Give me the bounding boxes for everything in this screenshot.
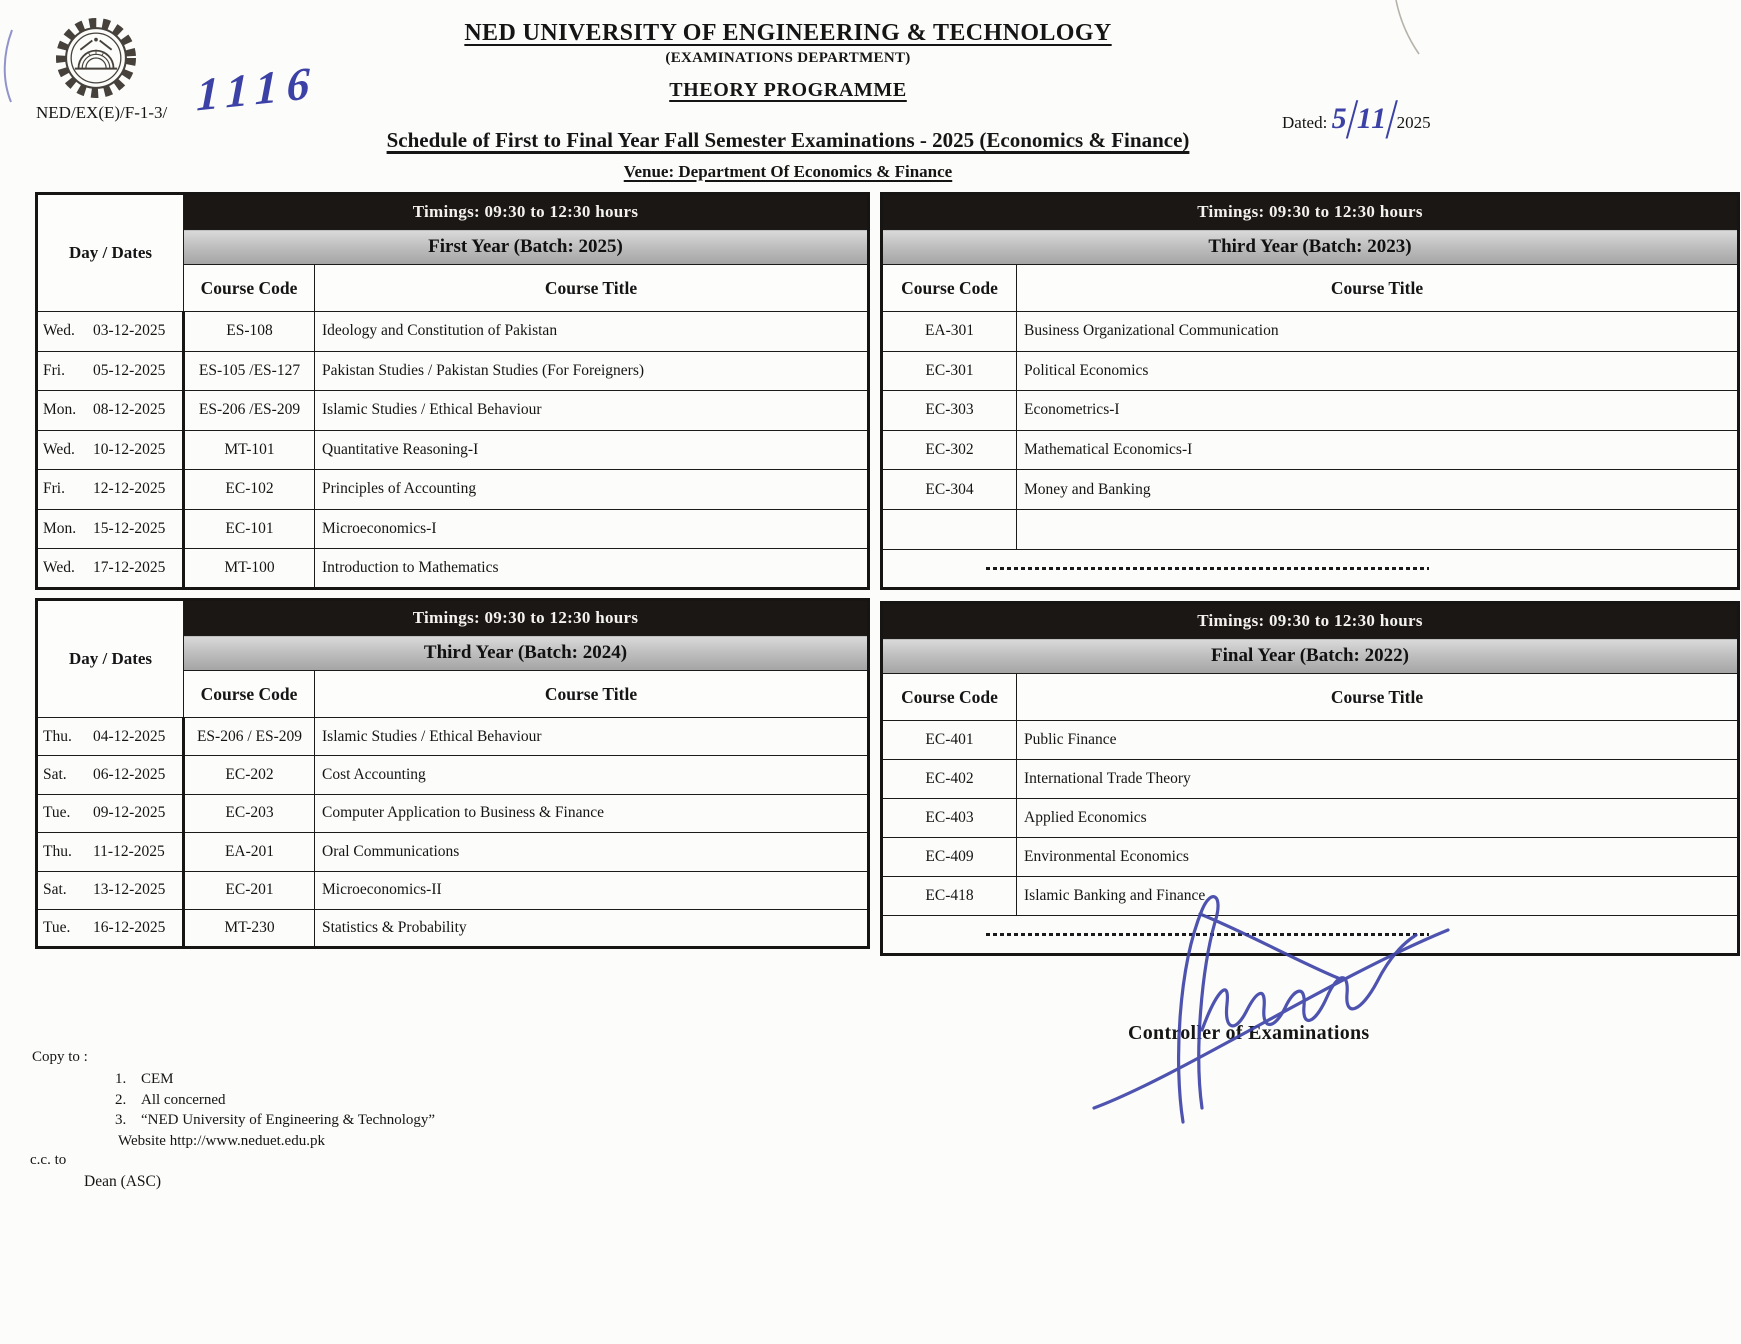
exam-day: Mon.	[43, 519, 77, 537]
course-title-cell: Ideology and Constitution of Pakistan	[315, 312, 869, 352]
cc-name: Dean (ASC)	[84, 1173, 162, 1190]
exam-date: 12-12-2025	[93, 480, 166, 498]
course-title-cell: Computer Application to Business & Finance	[315, 794, 869, 832]
table-row	[37, 549, 869, 589]
exam-date-cell	[37, 833, 184, 871]
website-line: Website http://www.neduet.edu.pk	[118, 1133, 325, 1149]
table-row	[882, 721, 1739, 760]
copy-item	[115, 1092, 226, 1109]
course-code-cell: ES-108	[184, 312, 315, 352]
table-row	[882, 799, 1739, 838]
course-title-cell: Cost Accounting	[315, 756, 869, 794]
venue-line: Venue: Department Of Economics & Finance	[623, 162, 953, 181]
table-row	[882, 430, 1739, 470]
course-code-cell: ES-206 /ES-209	[184, 391, 315, 431]
dated-line	[1282, 88, 1431, 152]
table-row	[882, 760, 1739, 799]
batch-header: Third Year (Batch: 2023)	[882, 230, 1739, 265]
course-title-cell: Public Finance	[1017, 721, 1739, 760]
exam-date-cell	[37, 794, 184, 832]
course-title-cell: Applied Economics	[1017, 799, 1739, 838]
table-row	[37, 756, 869, 794]
table-row	[37, 430, 869, 470]
course-title-cell: Political Economics	[1017, 351, 1739, 391]
course-code-cell: ES-105 /ES-127	[184, 351, 315, 391]
exam-day: Fri.	[43, 480, 65, 498]
exam-date-cell	[37, 549, 184, 589]
course-code-cell: EC-403	[882, 799, 1017, 838]
exam-date: 15-12-2025	[93, 519, 166, 537]
exam-date-cell	[37, 312, 184, 352]
table-row	[37, 909, 869, 947]
course-code-cell: EC-418	[882, 877, 1017, 916]
course-title-cell: Microeconomics-I	[315, 509, 869, 549]
table-row	[882, 391, 1739, 431]
table-row	[882, 470, 1739, 510]
university-name: NED UNIVERSITY OF ENGINEERING & TECHNOLOGY	[464, 20, 1112, 46]
exam-date-cell	[37, 909, 184, 947]
course-title-cell: Islamic Banking and Finance	[1017, 877, 1739, 916]
course-code-header: Course Code	[184, 265, 315, 312]
exam-date: 06-12-2025	[93, 766, 166, 784]
dated-handwritten-month: 11	[1356, 102, 1388, 135]
course-code-cell: EC-202	[184, 756, 315, 794]
table-row	[37, 312, 869, 352]
course-title-cell: Microeconomics-II	[315, 871, 869, 909]
exam-day: Fri.	[43, 361, 65, 379]
exam-day: Thu.	[43, 842, 72, 860]
copy-item	[115, 1112, 435, 1129]
course-title-cell: Money and Banking	[1017, 470, 1739, 510]
exam-table-first-year	[35, 192, 870, 590]
exam-day: Wed.	[43, 558, 75, 576]
exam-day: Mon.	[43, 401, 77, 419]
slash-mark: /	[1387, 88, 1397, 152]
table-row	[882, 351, 1739, 391]
table-row	[37, 833, 869, 871]
exam-table-third-year-2023	[880, 192, 1740, 590]
exam-date-cell	[37, 718, 184, 756]
course-code-cell: EC-101	[184, 509, 315, 549]
table-row	[37, 391, 869, 431]
course-title-cell	[1017, 509, 1739, 549]
exam-day: Sat.	[43, 766, 67, 784]
copy-item	[115, 1071, 174, 1088]
exam-day: Wed.	[43, 322, 75, 340]
table-row	[882, 549, 1739, 589]
day-dates-header: Day / Dates	[37, 194, 184, 312]
batch-header: First Year (Batch: 2025)	[184, 230, 869, 265]
course-title-cell: Business Organizational Communication	[1017, 312, 1739, 352]
exam-day: Wed.	[43, 440, 75, 458]
course-title-cell: Islamic Studies / Ethical Behaviour	[315, 391, 869, 431]
course-title-cell: Pakistan Studies / Pakistan Studies (For Foreigners)	[315, 351, 869, 391]
course-code-cell: EC-203	[184, 794, 315, 832]
batch-header: Third Year (Batch: 2024)	[184, 636, 869, 671]
course-title-cell: International Trade Theory	[1017, 760, 1739, 799]
copy-to-label: Copy to :	[32, 1049, 88, 1065]
course-code-header: Course Code	[882, 265, 1017, 312]
course-title-header: Course Title	[1017, 674, 1739, 721]
timings-header: Timings: 09:30 to 12:30 hours	[882, 194, 1739, 230]
day-dates-header: Day / Dates	[37, 600, 184, 718]
table-row	[882, 509, 1739, 549]
exam-day: Thu.	[43, 727, 72, 745]
course-code-cell	[882, 509, 1017, 549]
reference-number: NED/EX(E)/F-1-3/	[36, 103, 168, 122]
exam-table-third-year-2024	[35, 598, 870, 949]
exam-date-cell	[37, 756, 184, 794]
exam-date-cell	[37, 871, 184, 909]
course-code-cell: EC-302	[882, 430, 1017, 470]
exam-date: 08-12-2025	[93, 401, 166, 419]
copy-item-text: All concerned	[141, 1092, 226, 1108]
course-code-cell: EC-304	[882, 470, 1017, 510]
timings-header: Timings: 09:30 to 12:30 hours	[184, 600, 869, 636]
course-title-header: Course Title	[315, 671, 869, 718]
course-title-cell: Islamic Studies / Ethical Behaviour	[315, 718, 869, 756]
course-title-cell: Mathematical Economics-I	[1017, 430, 1739, 470]
controller-signature-icon	[1080, 880, 1460, 1125]
dated-handwritten-day: 5	[1331, 102, 1348, 135]
course-code-cell: EC-402	[882, 760, 1017, 799]
course-code-cell: MT-101	[184, 430, 315, 470]
copy-item-number: 3.	[115, 1112, 127, 1128]
table-row	[37, 718, 869, 756]
exam-date: 17-12-2025	[93, 558, 166, 576]
exam-date: 05-12-2025	[93, 361, 166, 379]
slash-mark: /	[1347, 88, 1357, 152]
course-title-cell: Statistics & Probability	[315, 909, 869, 947]
copy-item-number: 1.	[115, 1071, 127, 1087]
reference-handwritten-number: 1116	[195, 56, 320, 121]
course-code-cell: MT-100	[184, 549, 315, 589]
exam-day: Sat.	[43, 881, 67, 899]
course-title-cell: Environmental Economics	[1017, 838, 1739, 877]
timings-header: Timings: 09:30 to 12:30 hours	[184, 194, 869, 230]
course-code-cell: EA-201	[184, 833, 315, 871]
dated-year: 2025	[1396, 113, 1431, 132]
copy-item-text: “NED University of Engineering & Technology”	[141, 1112, 436, 1128]
department-name: (EXAMINATIONS DEPARTMENT)	[665, 50, 911, 66]
exam-date-cell	[37, 351, 184, 391]
exam-day: Tue.	[43, 804, 71, 822]
exam-date: 09-12-2025	[93, 804, 166, 822]
table-row	[882, 312, 1739, 352]
course-code-cell: EC-301	[882, 351, 1017, 391]
course-code-cell: EC-409	[882, 838, 1017, 877]
course-code-header: Course Code	[882, 674, 1017, 721]
dated-label: Dated:	[1282, 113, 1328, 132]
course-code-cell: ES-206 / ES-209	[184, 718, 315, 756]
exam-date: 03-12-2025	[93, 322, 166, 340]
course-title-cell: Quantitative Reasoning-I	[315, 430, 869, 470]
course-code-cell: EC-401	[882, 721, 1017, 760]
table-row	[37, 794, 869, 832]
exam-date: 11-12-2025	[93, 842, 165, 860]
course-code-cell: EC-201	[184, 871, 315, 909]
exam-date-cell	[37, 391, 184, 431]
exam-day: Tue.	[43, 919, 71, 937]
course-title-cell: Introduction to Mathematics	[315, 549, 869, 589]
exam-date: 13-12-2025	[93, 881, 166, 899]
table-row	[37, 871, 869, 909]
exam-date: 16-12-2025	[93, 919, 166, 937]
cc-label: c.c. to	[30, 1152, 67, 1168]
exam-date: 04-12-2025	[93, 727, 166, 745]
course-code-cell: EC-303	[882, 391, 1017, 431]
course-title-cell: Econometrics-I	[1017, 391, 1739, 431]
course-title-cell: Principles of Accounting	[315, 470, 869, 510]
course-code-cell: MT-230	[184, 909, 315, 947]
copy-item-text: CEM	[141, 1071, 174, 1087]
course-code-cell: EC-102	[184, 470, 315, 510]
table-row	[37, 470, 869, 510]
timings-header: Timings: 09:30 to 12:30 hours	[882, 603, 1739, 639]
table-row	[37, 351, 869, 391]
table-row	[882, 838, 1739, 877]
course-title-header: Course Title	[1017, 265, 1739, 312]
batch-header: Final Year (Batch: 2022)	[882, 639, 1739, 674]
course-code-cell: EA-301	[882, 312, 1017, 352]
course-code-header: Course Code	[184, 671, 315, 718]
exam-date-cell	[37, 430, 184, 470]
exam-date-cell	[37, 509, 184, 549]
dashed-separator	[882, 549, 1739, 589]
copy-item-number: 2.	[115, 1092, 127, 1108]
schedule-title: Schedule of First to Final Year Fall Semester Examinations - 2025 (Economics & Finance)	[386, 128, 1190, 152]
programme-title: THEORY PROGRAMME	[669, 79, 907, 101]
dashed-line	[986, 567, 1429, 569]
exam-date: 10-12-2025	[93, 440, 166, 458]
exam-date-cell	[37, 470, 184, 510]
controller-title: Controller of Examinations	[1128, 1022, 1370, 1044]
course-title-header: Course Title	[315, 265, 869, 312]
table-row	[37, 509, 869, 549]
course-title-cell: Oral Communications	[315, 833, 869, 871]
